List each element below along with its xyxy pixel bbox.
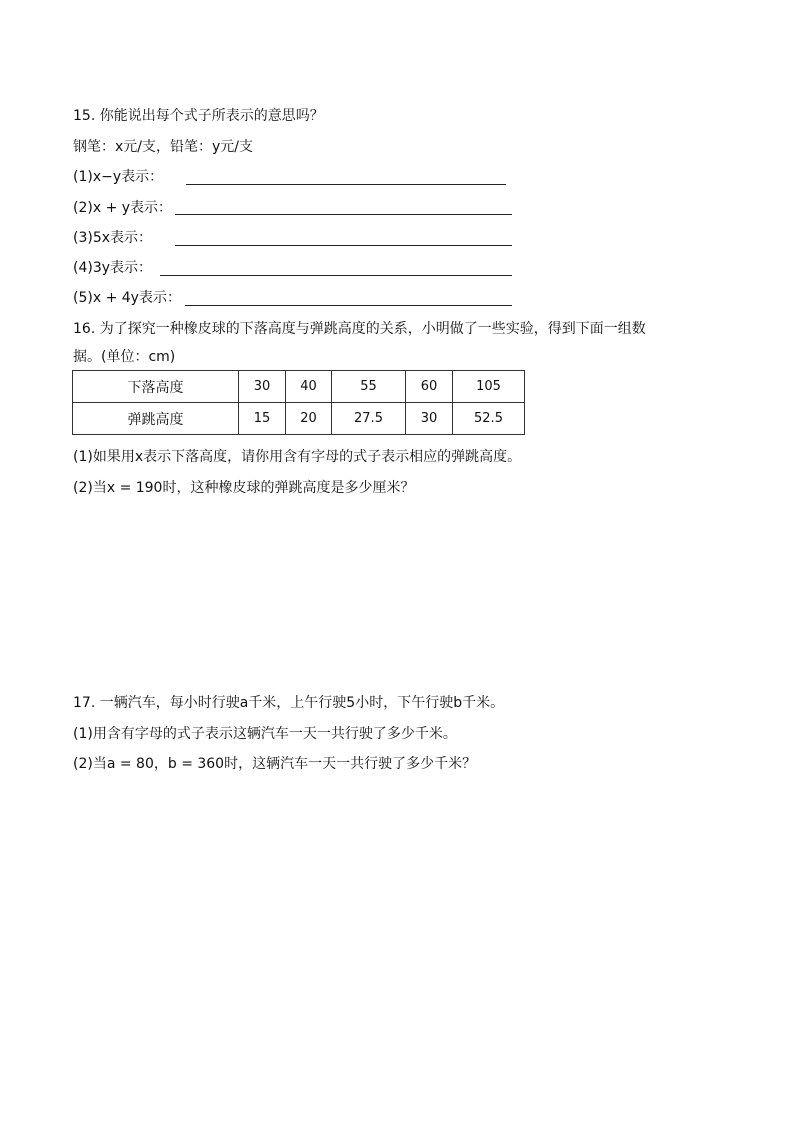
answer-blank-5[interactable] [185,305,512,306]
q15-title: 15. 你能说出每个式子所表示的意思吗？ [73,108,324,124]
q16-sub-2: (2)当x = 190时，这种橡皮球的弹跳高度是多少厘米？ [73,480,415,496]
q17-sub-1: (1)用含有字母的式子表示这辆汽车一天一共行驶了多少千米。 [73,726,457,742]
q15-given: 钢笔：x元/支，铅笔：y元/支 [73,139,254,155]
table-cell: 20 [286,403,332,435]
q15-item-3: (3)5x表示： [73,230,153,246]
q17-sub-2: (2)当a = 80，b = 360时，这辆汽车一天一共行驶了多少千米？ [73,756,477,772]
height-data-table [72,370,525,435]
table-cell: 52.5 [453,403,525,435]
row-header-drop-height: 下落高度 [73,371,239,403]
q15-item-4: (4)3y表示： [73,260,153,276]
q16-title-cont: 据。(单位：cm) [73,349,176,365]
q16-title: 16. 为了探究一种橡皮球的下落高度与弹跳高度的关系，小明做了一些实验，得到下面一组数 [73,321,646,337]
q15-item-2: (2)x + y表示： [73,200,173,216]
table-cell: 30 [239,371,286,403]
q15-item-1: (1)x−y表示： [73,169,164,185]
table-cell: 55 [332,371,406,403]
table-row [73,371,525,403]
answer-blank-2[interactable] [175,214,512,215]
answer-blank-3[interactable] [175,245,512,246]
table-cell: 30 [406,403,453,435]
table-row [73,403,525,435]
q17-title: 17. 一辆汽车，每小时行驶a千米，上午行驶5小时，下午行驶b千米。 [73,695,505,711]
table-cell: 40 [286,371,332,403]
q16-sub-1: (1)如果用x表示下落高度，请你用含有字母的式子表示相应的弹跳高度。 [73,449,522,465]
answer-blank-4[interactable] [160,275,512,276]
answer-blank-1[interactable] [186,184,506,185]
table-cell: 27.5 [332,403,406,435]
table-cell: 60 [406,371,453,403]
table-cell: 15 [239,403,286,435]
table-cell: 105 [453,371,525,403]
row-header-bounce-height: 弹跳高度 [73,403,239,435]
q15-item-5: (5)x + 4y表示： [73,290,181,306]
